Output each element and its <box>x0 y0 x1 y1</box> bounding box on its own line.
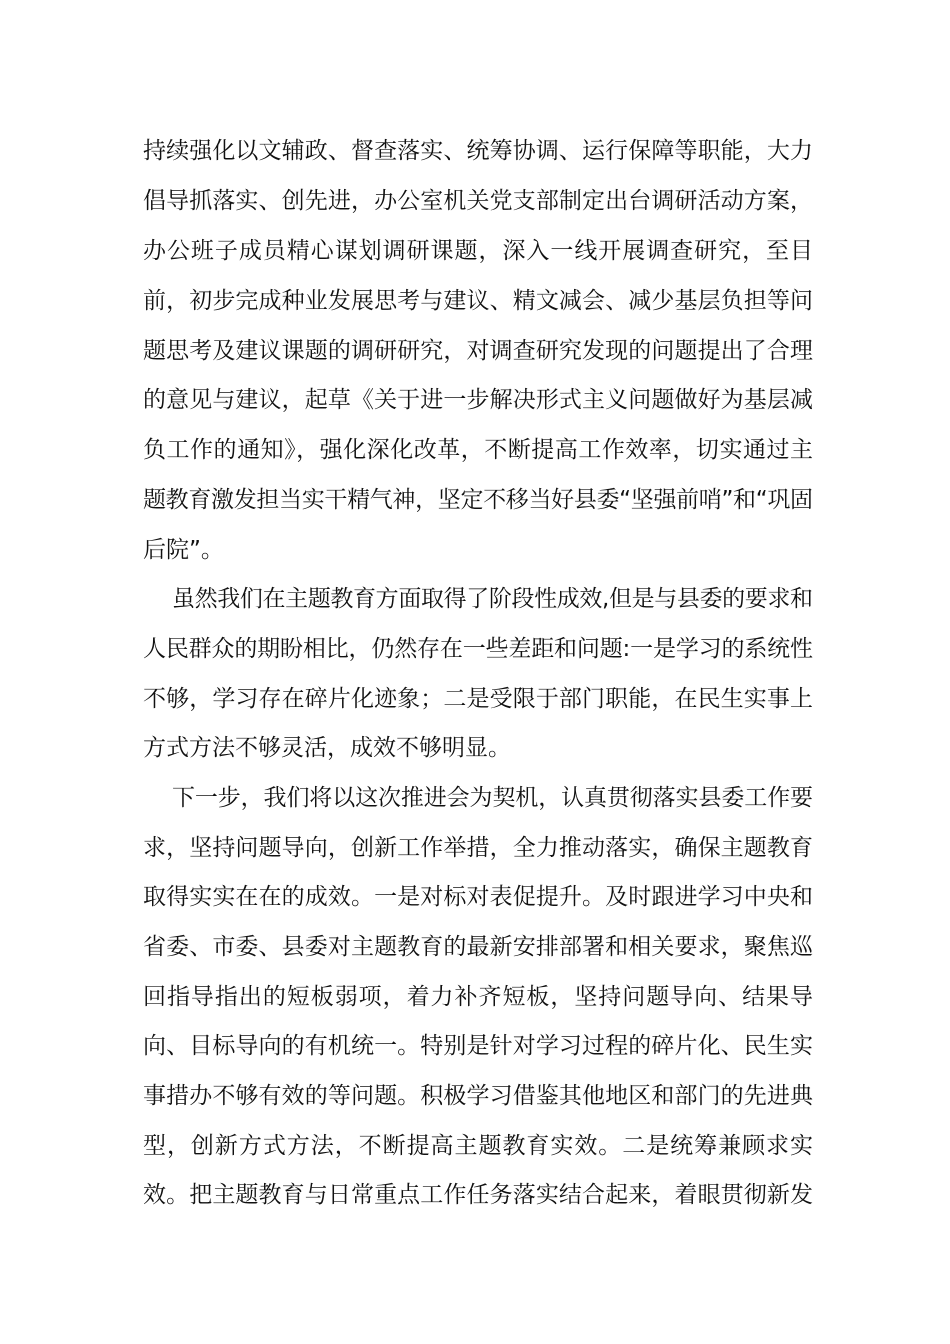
text-line: 办公班子成员精心谋划调研课题，深入一线开展调查研究，至目 <box>143 238 814 264</box>
text-line: 题教育激发担当实干精气神，坚定不移当好县委“坚强前哨”和“巩固 <box>143 487 813 513</box>
text-line: 求，坚持问题导向，创新工作举措，全力推动落实，确保主题教育 <box>143 835 814 861</box>
text-line: 向、目标导向的有机统一。特别是针对学习过程的碎片化、民生实 <box>143 1033 814 1059</box>
text-line: 效。把主题教育与日常重点工作任务落实结合起来，着眼贯彻新发 <box>143 1182 814 1208</box>
text-line: 前，初步完成种业发展思考与建议、精文减会、减少基层负担等问 <box>143 288 814 314</box>
text-line: 型，创新方式方法，不断提高主题教育实效。二是统筹兼顾求实 <box>143 1133 814 1159</box>
text-line: 取得实实在在的成效。一是对标对表促提升。及时跟进学习中央和 <box>143 884 814 910</box>
text-line: 持续强化以文辅政、督查落实、统筹协调、运行保障等职能，大力 <box>143 138 814 164</box>
text-line: 的意见与建议，起草《关于进一步解决形式主义问题做好为基层减 <box>143 387 814 413</box>
text-line: 下一步，我们将以这次推进会为契机，认真贯彻落实县委工作要 <box>172 785 813 811</box>
text-line: 省委、市委、县委对主题教育的最新安排部署和相关要求，聚焦巡 <box>143 934 814 960</box>
text-line: 虽然我们在主题教育方面取得了阶段性成效,但是与县委的要求和 <box>172 586 813 612</box>
text-line: 人民群众的期盼相比，仍然存在一些差距和问题:一是学习的系统性 <box>143 636 813 662</box>
text-line: 方式方法不够灵活，成效不够明显。 <box>143 735 511 761</box>
text-line: 不够，学习存在碎片化迹象；二是受限于部门职能，在民生实事上 <box>143 686 814 712</box>
text-line: 后院”。 <box>143 537 224 563</box>
text-line: 负工作的通知》，强化深化改革，不断提高工作效率，切实通过主 <box>143 437 814 463</box>
text-line: 事措办不够有效的等问题。积极学习借鉴其他地区和部门的先进典 <box>143 1083 814 1109</box>
text-line: 倡导抓落实、创先进，办公室机关党支部制定出台调研活动方案， <box>143 188 814 214</box>
text-line: 回指导指出的短板弱项，着力补齐短板，坚持问题导向、结果导 <box>143 984 814 1010</box>
text-line: 题思考及建议课题的调研研究，对调查研究发现的问题提出了合理 <box>143 338 814 364</box>
